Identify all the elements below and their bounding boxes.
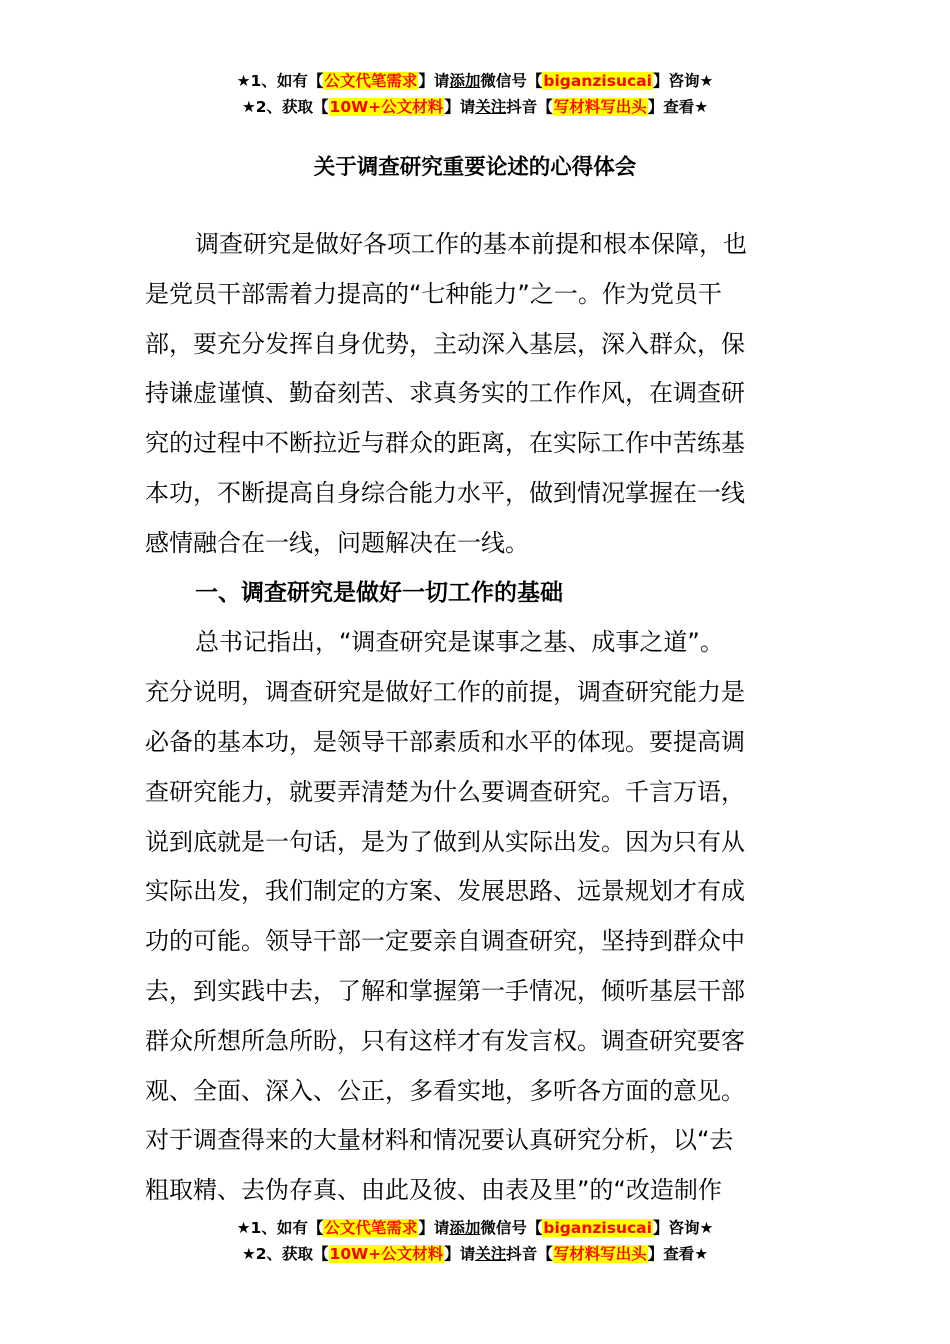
wechat-id: biganzisucai xyxy=(543,72,652,90)
highlight-text: 公文代笔需求 xyxy=(324,1219,418,1237)
document-title: 关于调查研究重要论述的心得体会 xyxy=(313,155,637,180)
text-line: 说到底就是一句话，是为了做到从实际出发。因为只有从 xyxy=(145,827,745,856)
text-line: 必备的基本功，是领导干部素质和水平的体现。要提高调 xyxy=(145,727,745,756)
text-line: 总书记指出，“调查研究是谋事之基、成事之道”。 xyxy=(195,628,724,657)
text-line: 对于调查得来的大量材料和情况要认真研究分析，以“去 xyxy=(145,1126,734,1155)
footer-notice xyxy=(0,1215,950,1267)
footer-notice-line-2: ★2、获取【10W+公文材料】请关注抖音【写材料写出头】查看★ xyxy=(241,1245,709,1263)
header-notice-line-2: ★2、获取【10W+公文材料】请关注抖音【写材料写出头】查看★ xyxy=(241,98,709,116)
text-line: 究的过程中不断拉近与群众的距离，在实际工作中苦练基 xyxy=(145,429,745,458)
header-notice-line-1: ★1、如有【公文代笔需求】请添加微信号【biganzisucai】咨询★ xyxy=(236,72,714,90)
footer-notice-line-1: ★1、如有【公文代笔需求】请添加微信号【biganzisucai】咨询★ xyxy=(236,1219,714,1237)
text-line: 群众所想所急所盼，只有这样才有发言权。调查研究要客 xyxy=(145,1026,745,1055)
header-notice xyxy=(0,68,950,120)
text-line: 充分说明，调查研究是做好工作的前提，调查研究能力是 xyxy=(145,678,745,707)
document-body xyxy=(145,220,807,1216)
text-line: 去，到实践中去，了解和掌握第一手情况，倾听基层干部 xyxy=(145,976,745,1005)
text-line: 是党员干部需着力提高的“七种能力”之一。作为党员干 xyxy=(145,279,722,308)
highlight-text: 公文代笔需求 xyxy=(324,72,418,90)
text-line: 功的可能。领导干部一定要亲自调查研究，坚持到群众中 xyxy=(145,927,745,956)
text-line: 本功，不断提高自身综合能力水平，做到情况掌握在一线 xyxy=(145,478,745,507)
section-heading-1: 一、调查研究是做好一切工作的基础 xyxy=(195,579,563,606)
highlight-text: 10W+公文材料 xyxy=(329,98,444,116)
text-line: 观、全面、深入、公正，多看实地，多听各方面的意见。 xyxy=(145,1076,745,1105)
douyin-account: 写材料写出头 xyxy=(553,1245,647,1263)
paragraph-1 xyxy=(145,220,807,569)
text-line: 调查研究是做好各项工作的基本前提和根本保障，也 xyxy=(195,230,747,258)
text-line: 感情融合在一线，问题解决在一线。 xyxy=(145,528,529,557)
text-line: 实际出发，我们制定的方案、发展思路、远景规划才有成 xyxy=(145,877,745,906)
text-line: 部，要充分发挥自身优势，主动深入基层，深入群众，保 xyxy=(145,329,745,358)
text-line: 查研究能力，就要弄清楚为什么要调查研究。千言万语， xyxy=(145,777,745,806)
wechat-id: biganzisucai xyxy=(543,1219,652,1237)
paragraph-2 xyxy=(145,618,807,1216)
highlight-text: 10W+公文材料 xyxy=(329,1245,444,1263)
text-line: 持谦虚谨慎、勤奋刻苦、求真务实的工作作风，在调查研 xyxy=(145,379,745,408)
text-line: 粗取精、去伪存真、由此及彼、由表及里”的“改造制作 xyxy=(145,1176,722,1205)
douyin-account: 写材料写出头 xyxy=(553,98,647,116)
